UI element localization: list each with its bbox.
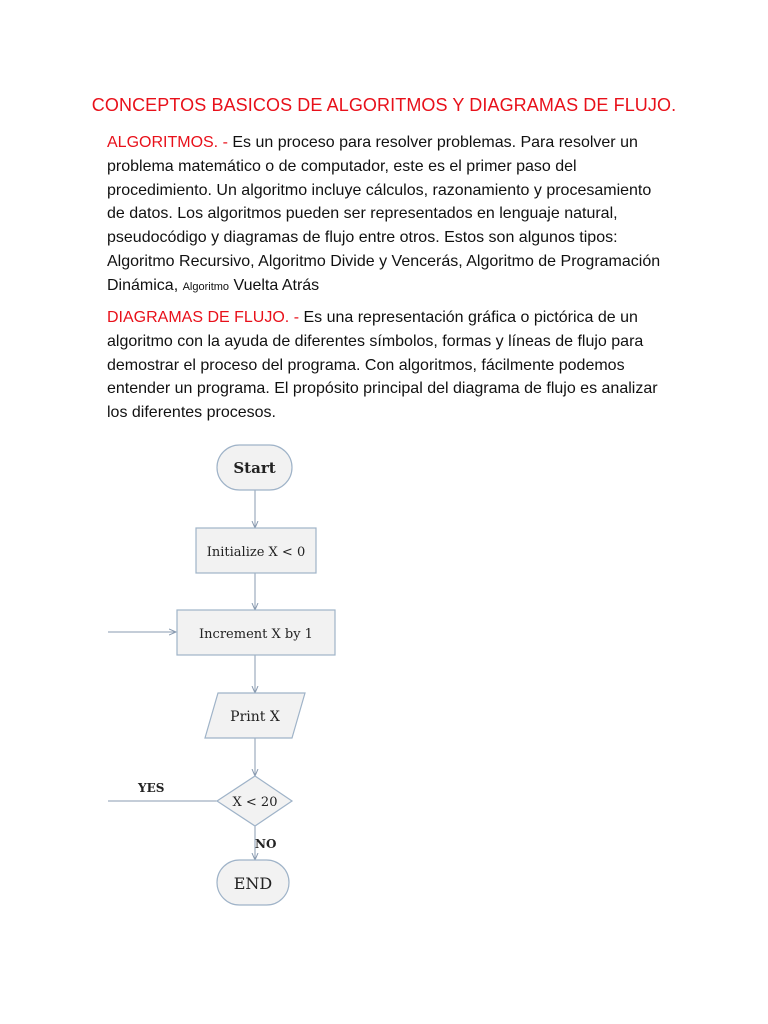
diagramas-heading: DIAGRAMAS DE FLUJO. - <box>107 309 304 326</box>
end-label: END <box>233 874 273 893</box>
diagramas-body: Es una representación gráfica o pictórica de un algoritmo con la ayuda de diferentes símbolos, formas y líneas de flujo para demostrar el proceso del programa. Con algoritmos, fácilmente podemos entender un programa. El propósito principal del diagrama de flujo es analizar los diferentes procesos. <box>107 309 658 422</box>
diagramas-paragraph <box>107 306 667 425</box>
document-title: CONCEPTOS BASICOS DE ALGORITMOS Y DIAGRAMAS DE FLUJO. <box>91 95 677 115</box>
algoritmos-paragraph <box>107 131 667 300</box>
increment-label: Increment X by 1 <box>199 627 313 642</box>
algoritmo-small-word: Algoritmo <box>182 280 230 293</box>
flowchart-diagram <box>95 440 355 910</box>
yes-label: YES <box>138 781 165 795</box>
algoritmos-body: Es un proceso para resolver problemas. Para resolver un problema matemático o de computador, este es el primer paso del procedimiento. Un algoritmo incluye cálculos, razonamiento y procesamiento de datos. Los algoritmos pueden ser representados en lenguaje natural, pseudocódigo y diagramas de flujo entre otros. Estos son algunos tipos: Algoritmo Recursivo, Algoritmo Divide y Vencerás, Algoritmo de Programación Dinámica, <box>107 134 661 294</box>
start-label: Start <box>233 459 276 477</box>
print-label: Print X <box>230 709 280 725</box>
algoritmos-tail: Vuelta Atrás <box>229 276 320 294</box>
algoritmos-heading: ALGORITMOS. - <box>107 134 233 151</box>
no-label: NO <box>255 837 277 851</box>
decision-label: X < 20 <box>232 795 278 810</box>
initialize-label: Initialize X < 0 <box>206 545 306 560</box>
